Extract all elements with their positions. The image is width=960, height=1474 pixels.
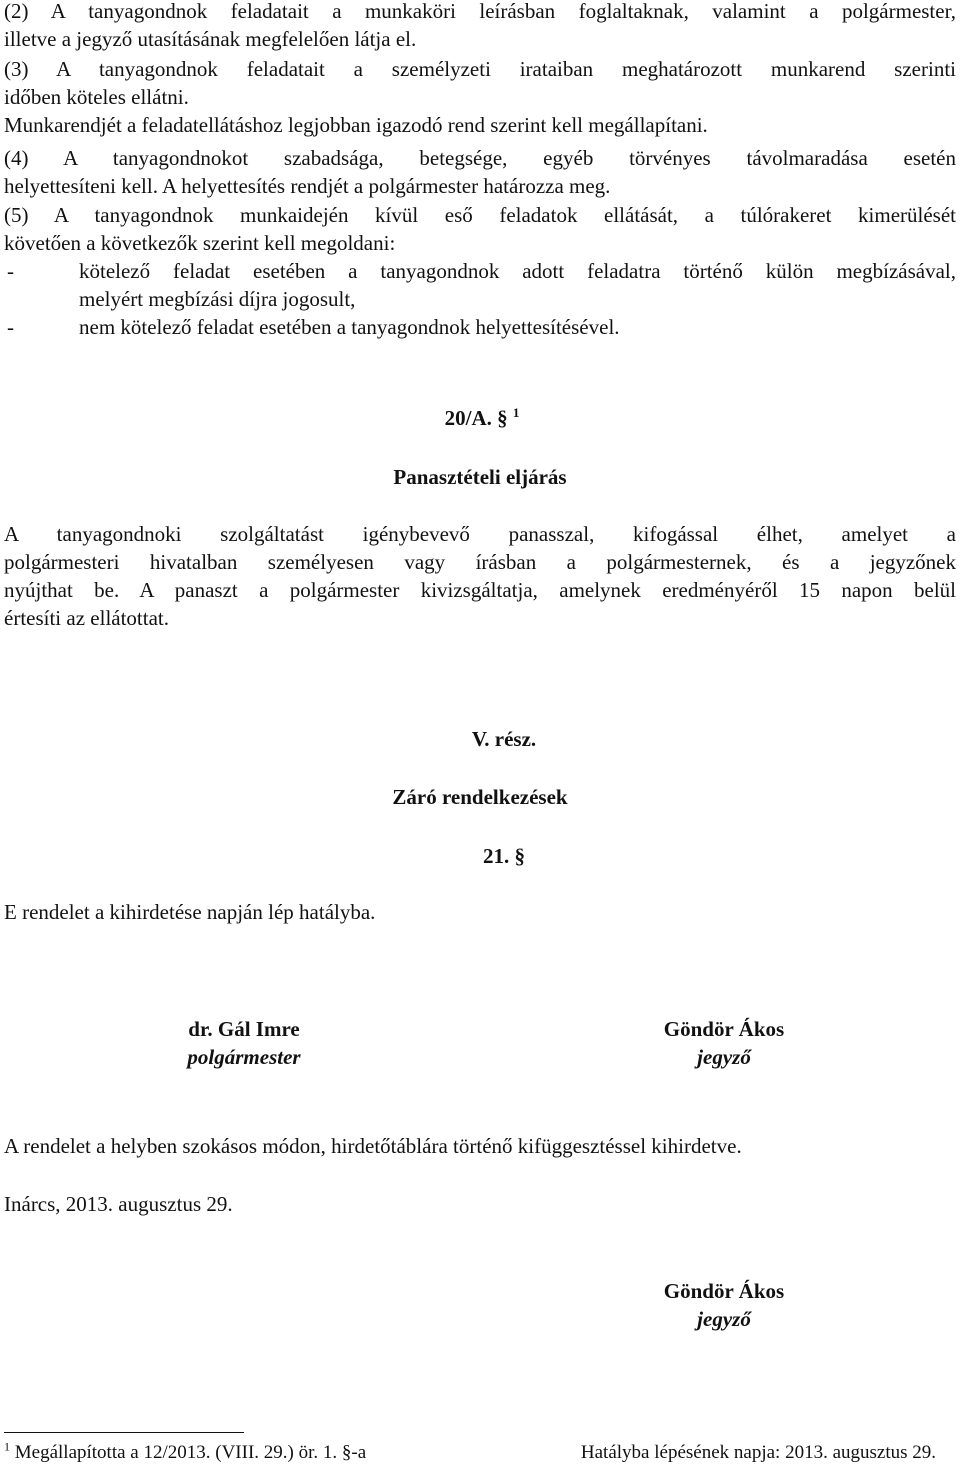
footnote-effective-date: Hatályba lépésének napja: 2013. augusztus 29. [580,1442,936,1463]
section-20a-title: Panasztételi eljárás [393,465,567,489]
paragraph-3 [4,55,956,139]
paragraph-5-line-1: (5) A tanyagondnok munkaidején kívül eső feladatok ellátását, a túlórakeret kimerülését [4,203,956,227]
list-item-line-1: nem kötelező feladat esetében a tanyagondnok helyettesítésével. [79,315,620,339]
part-v-heading: V. rész. [471,727,537,751]
footnote-source: Megállapította a 12/2013. (VIII. 29.) ör. 1. §-a [14,1442,367,1463]
promulgation-text: A rendelet a helyben szokásos módon, hirdetőtáblára történő kifüggesztéssel kihirdetve. [4,1134,742,1158]
signature-name: Göndör Ákos [663,1279,785,1303]
section-21-text: E rendelet a kihirdetése napján lép hatályba. [4,900,376,924]
signature-mayor [104,1015,384,1071]
paragraph-5-line-2: követően a következők szerint kell megoldani: [4,231,396,255]
paragraph-4-line-1: (4) A tanyagondnokot szabadsága, betegsége, egyéb törvényes távolmaradása esetén [4,146,956,170]
paragraph-4-line-2: helyettesíteni kell. A helyettesítés rendjét a polgármester határozza meg. [4,174,611,198]
signature-role: polgármester [187,1045,301,1069]
paragraph-3-line-2: időben köteles ellátni. [4,85,189,109]
section-21-number: 21. § [483,844,525,868]
list-item [4,313,956,341]
footnote-separator [4,1432,244,1433]
list-item-line-1: kötelező feladat esetében a tanyagondnok adott feladatra történő külön megbízásával, [79,259,956,283]
section-20a-line-1: A tanyagondnoki szolgáltatást igénybevevő panasszal, kifogással élhet, amelyet a [4,522,956,546]
footnote-reference[interactable]: 1 [512,405,520,420]
list-dash: - [7,259,14,283]
section-20a-line-4: értesíti az ellátottat. [4,606,170,630]
list-dash: - [7,315,14,339]
paragraph-2 [4,0,956,53]
list-item [4,257,956,313]
paragraph-2-line-1: (2) A tanyagondnok feladatait a munkaköri leírásban foglaltaknak, valamint a polgármester, [4,0,956,23]
paragraph-3-line-3: Munkarendjét a feladatellátáshoz legjobban igazodó rend szerint kell megállapítani. [4,113,708,137]
section-20a-text [4,520,956,632]
section-20a-number: 20/A. § $^1$ [444,405,520,430]
signature-name: Göndör Ákos [663,1017,785,1041]
place-date: Inárcs, 2013. augusztus 29. [4,1192,233,1216]
paragraph-5 [4,201,956,341]
footnote-number: 1 [4,1439,10,1454]
signature-role: jegyző [697,1307,751,1331]
part-v-title: Záró rendelkezések [392,785,568,809]
section-20a-line-3: nyújthat be. A panaszt a polgármester kivizsgáltatja, amelynek eredményéről 15 napon belül [4,578,956,602]
paragraph-3-line-1: (3) A tanyagondnok feladatait a személyzeti irataiban meghatározott munkarend szerinti [4,57,956,81]
signature-name: dr. Gál Imre [188,1017,300,1041]
paragraph-4 [4,144,956,200]
list-item-line-2: melyért megbízási díjra jogosult, [79,287,356,311]
signature-promulgation [584,1277,864,1333]
signature-role: jegyző [697,1045,751,1069]
signature-notary [584,1015,864,1071]
section-20a-line-2: polgármesteri hivatalban személyesen vagy írásban a polgármesternek, és a jegyzőnek [4,550,956,574]
paragraph-2-line-2: illetve a jegyző utasításának megfelelően látja el. [4,27,417,51]
footnote [4,1441,956,1465]
